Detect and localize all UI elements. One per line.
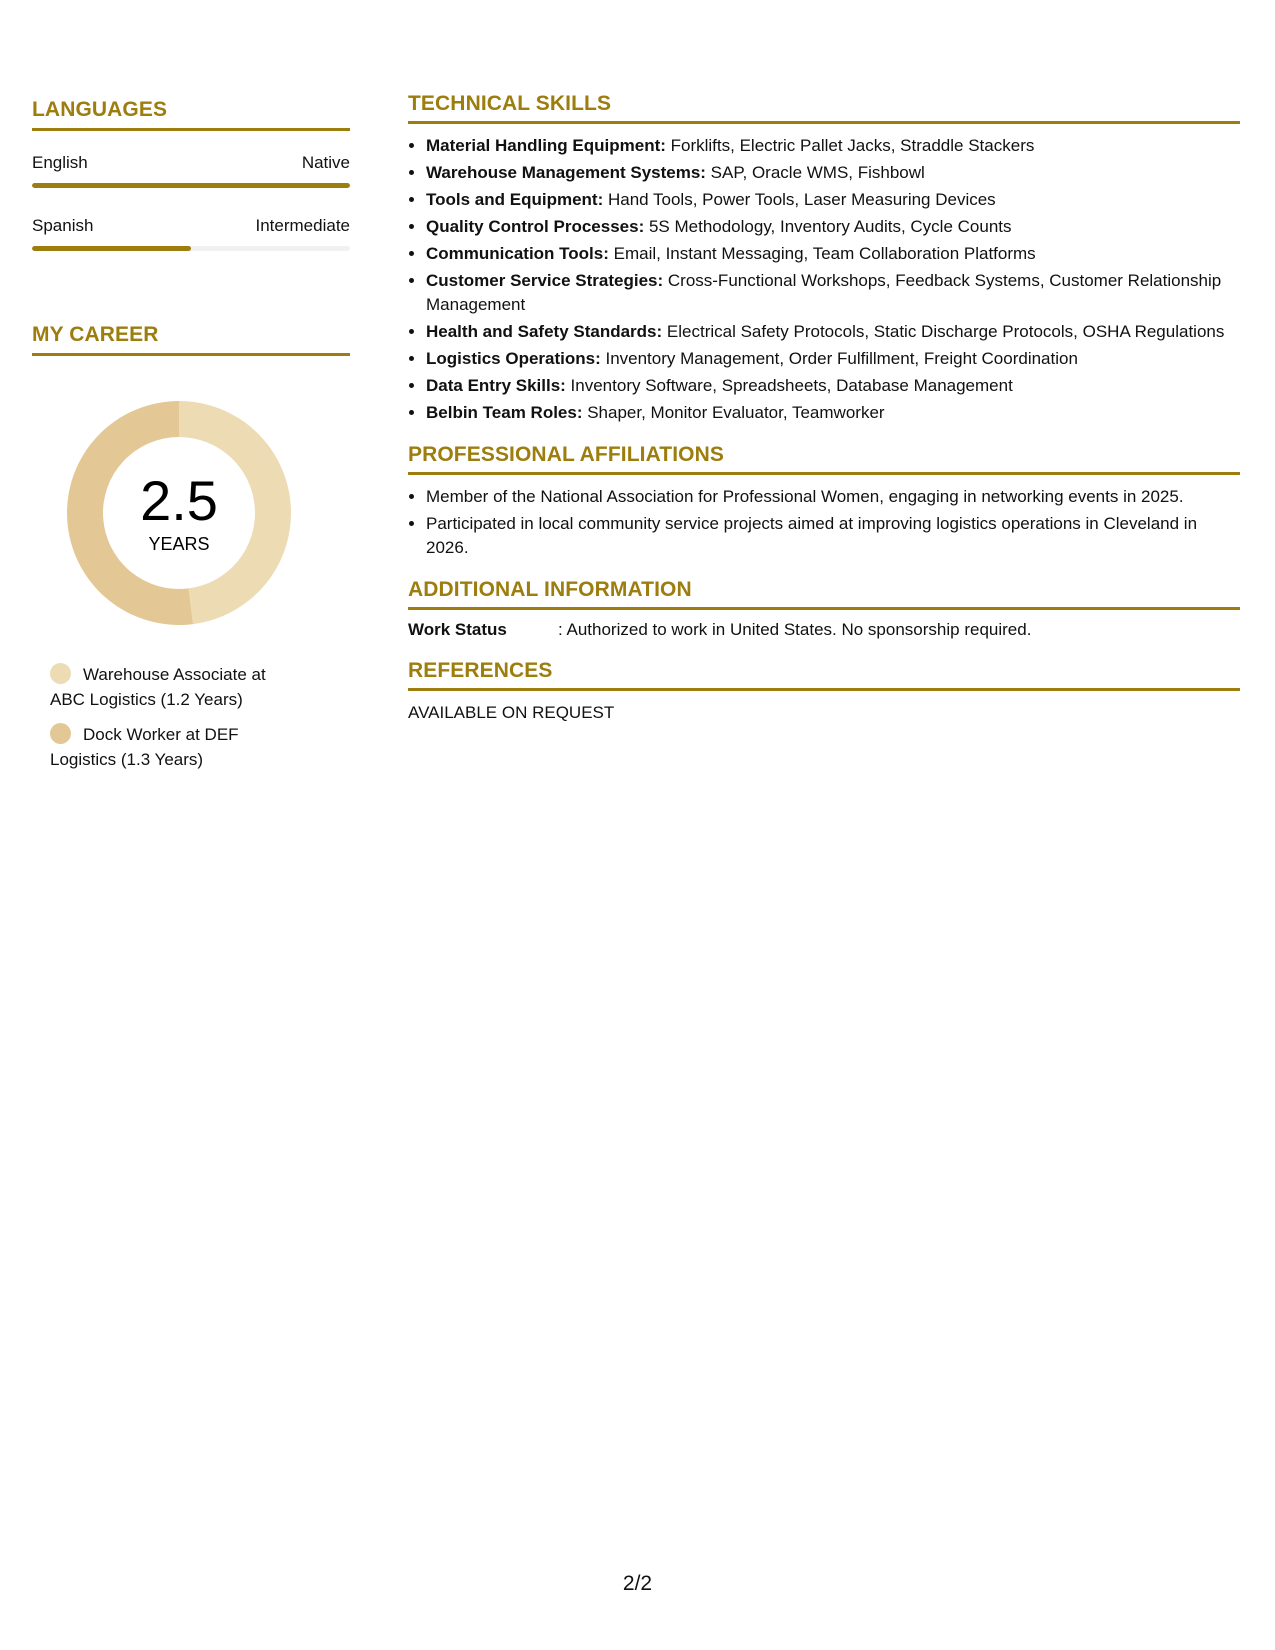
list-item <box>426 215 1240 239</box>
list-item: • Participated in local community service projects aimed at improving logistics operations in Cleveland in 2026. <box>426 512 1240 560</box>
language-item <box>32 216 350 251</box>
career-section <box>32 323 350 772</box>
skill-label: Logistics Operations: <box>426 349 601 368</box>
references-text: AVAILABLE ON REQUEST <box>408 703 615 722</box>
references-section <box>408 659 1240 723</box>
total-years-unit: YEARS <box>148 533 210 554</box>
references-title: REFERENCES <box>408 659 1240 691</box>
list-item <box>426 188 1240 212</box>
skill-text: Electrical Safety Protocols, Static Discharge Protocols, OSHA Regulations <box>662 322 1225 341</box>
skill-label: Data Entry Skills: <box>426 376 566 395</box>
total-years-value: 2.5 <box>140 468 218 532</box>
languages-title: LANGUAGES <box>32 98 350 131</box>
work-status-value: : Authorized to work in United States. No sponsorship required. <box>558 620 1032 639</box>
additional-info-title: ADDITIONAL INFORMATION <box>408 578 1240 610</box>
affiliations-section <box>408 443 1240 560</box>
skill-text: 5S Methodology, Inventory Audits, Cycle Counts <box>644 217 1012 236</box>
list-item: • Member of the National Association for Professional Women, engaging in networking events in 2025. <box>426 485 1240 509</box>
technical-skills-title: TECHNICAL SKILLS <box>408 92 1240 124</box>
legend-label: Dock Worker at DEF Logistics (1.3 Years) <box>50 725 239 769</box>
skill-text: Forklifts, Electric Pallet Jacks, Straddle Stackers <box>665 136 1035 155</box>
page-number: 2/2 <box>622 1572 653 1595</box>
language-level: Native <box>301 153 350 172</box>
technical-skills-section <box>408 92 1240 425</box>
language-bar <box>32 246 350 251</box>
list-item <box>426 161 1240 185</box>
skill-label: Quality Control Processes: <box>426 217 645 236</box>
skill-text: Inventory Software, Spreadsheets, Database Management <box>565 376 1013 395</box>
legend-item <box>50 722 300 772</box>
skill-text: Hand Tools, Power Tools, Laser Measuring Devices <box>603 190 996 209</box>
right-column <box>408 92 1240 723</box>
language-name: English <box>32 153 88 172</box>
list-item <box>426 242 1240 266</box>
language-bar-fill <box>32 183 350 188</box>
skill-label: Warehouse Management Systems: <box>426 163 706 182</box>
career-legend <box>50 662 350 772</box>
skill-label: Health and Safety Standards: <box>426 322 663 341</box>
list-item <box>426 320 1240 344</box>
skill-text: Cross-Functional Workshops, Feedback Systems, Customer Relationship Management <box>426 271 1222 314</box>
skill-label: Communication Tools: <box>426 244 609 263</box>
language-bar <box>32 183 350 188</box>
skill-label: Customer Service Strategies: <box>426 271 664 290</box>
work-status-label: Work Status <box>408 620 507 639</box>
skill-label: Tools and Equipment: <box>426 190 604 209</box>
career-title: MY CAREER <box>32 323 350 356</box>
affiliations-title: PROFESSIONAL AFFILIATIONS <box>408 443 1240 475</box>
affiliations-list <box>408 485 1240 560</box>
skill-label: Belbin Team Roles: <box>426 403 583 422</box>
legend-dot <box>50 723 71 744</box>
technical-skills-list <box>408 134 1240 425</box>
donut-center <box>66 400 292 626</box>
skill-text: Email, Instant Messaging, Team Collaboration Platforms <box>608 244 1036 263</box>
additional-info-section <box>408 578 1240 641</box>
list-item <box>426 269 1240 317</box>
career-donut-chart <box>66 400 292 626</box>
language-name: Spanish <box>32 216 94 235</box>
skill-text: SAP, Oracle WMS, Fishbowl <box>705 163 925 182</box>
list-item <box>426 347 1240 371</box>
legend-label: Warehouse Associate at ABC Logistics (1.2 Years) <box>50 665 266 709</box>
legend-dot <box>50 663 71 684</box>
left-column <box>32 98 350 782</box>
skill-label: Material Handling Equipment: <box>426 136 666 155</box>
legend-item <box>50 662 300 712</box>
skill-text: Shaper, Monitor Evaluator, Teamworker <box>582 403 885 422</box>
language-bar-fill <box>32 246 191 251</box>
skill-text: Inventory Management, Order Fulfillment, Freight Coordination <box>600 349 1078 368</box>
list-item <box>426 134 1240 158</box>
languages-section <box>32 98 350 251</box>
list-item <box>426 374 1240 398</box>
list-item <box>426 401 1240 425</box>
language-item <box>32 153 350 188</box>
language-level: Intermediate <box>255 216 350 235</box>
work-status-row <box>408 619 1240 641</box>
